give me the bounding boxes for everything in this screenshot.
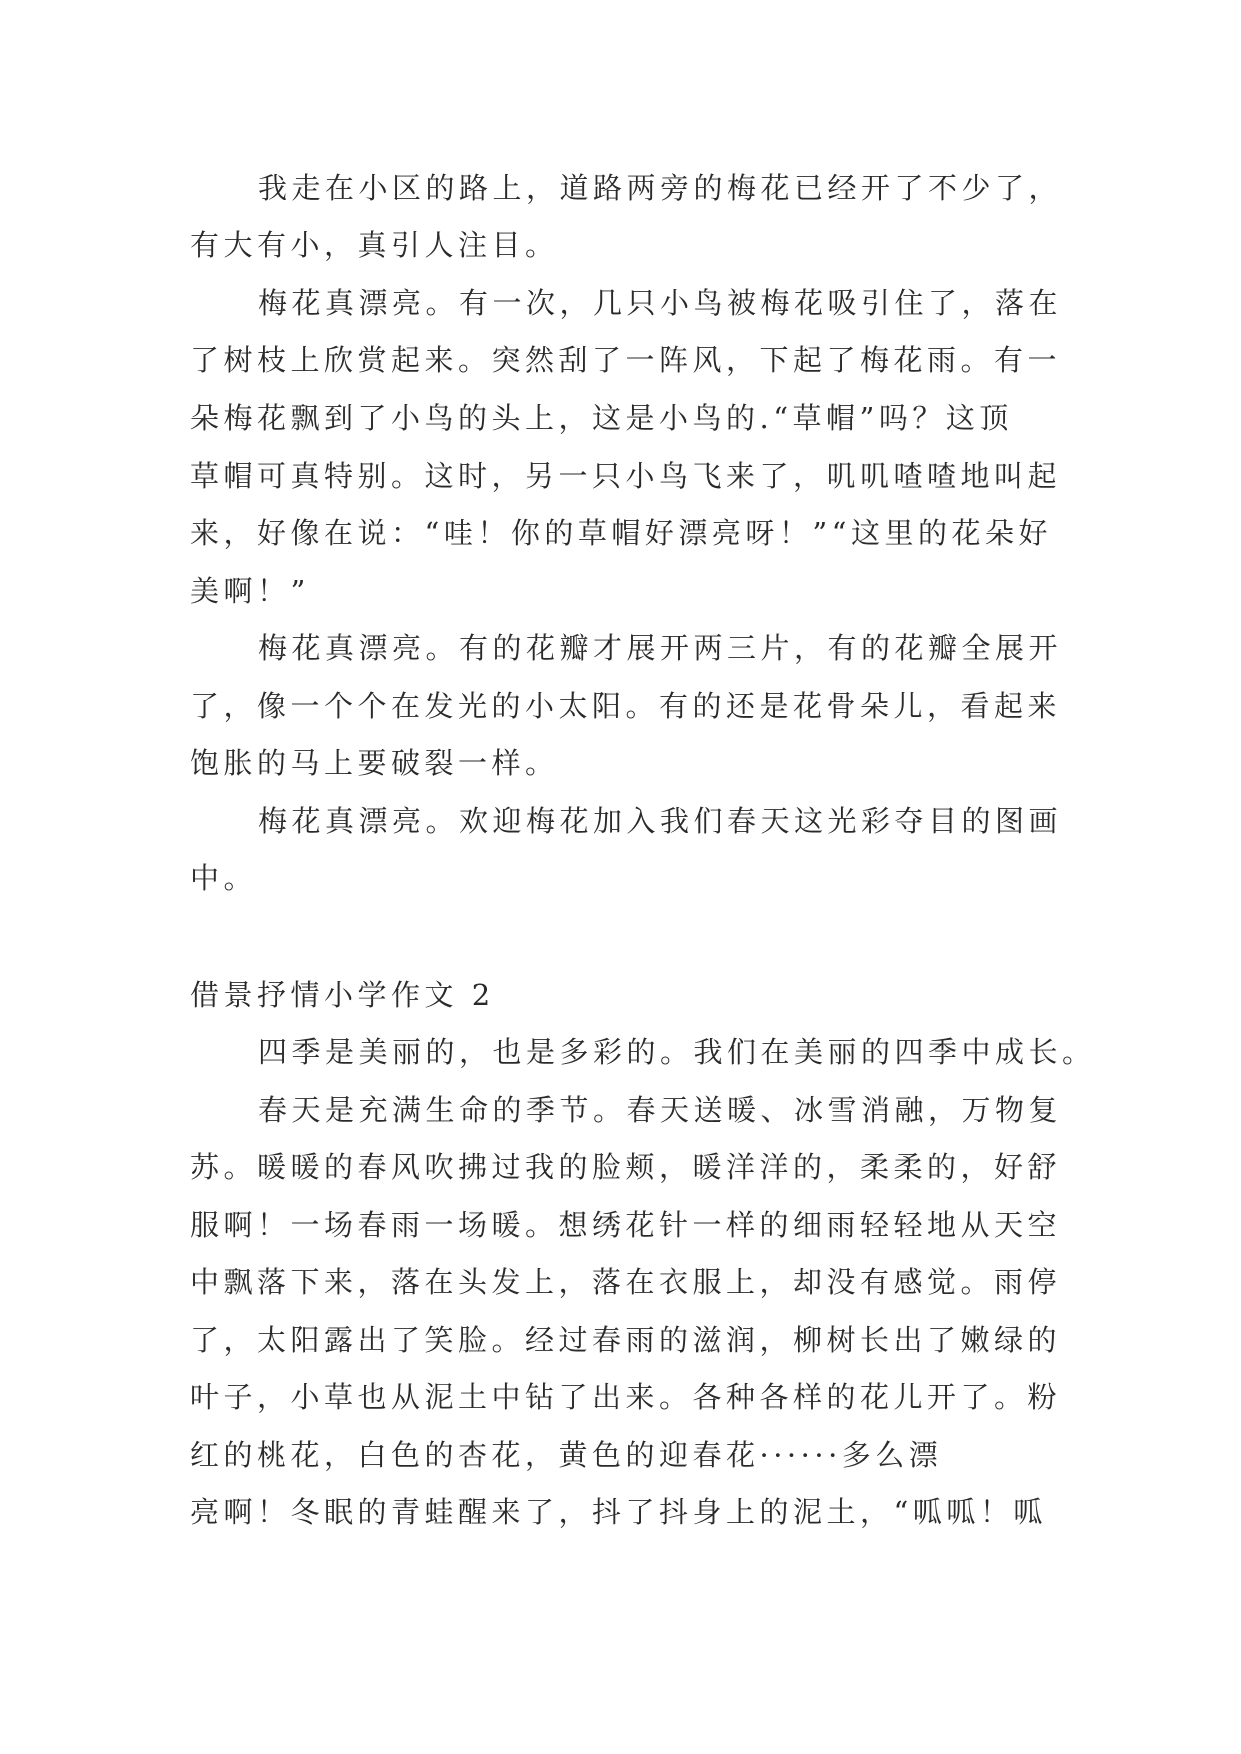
paragraph-line: 饱胀的马上要破裂一样。 — [190, 746, 559, 780]
paragraph-line: 红的桃花，白色的杏花，黄色的迎春花······多么漂 — [190, 1438, 943, 1472]
paragraph-line: 亮啊！冬眠的青蛙醒来了，抖了抖身上的泥土，“呱呱！呱 — [190, 1495, 1047, 1529]
paragraph-line: 中飘落下来，落在头发上，落在衣服上，却没有感觉。雨停 — [190, 1265, 1062, 1299]
paragraph-line: 草帽可真特别。这时，另一只小鸟飞来了，叽叽喳喳地叫起 — [190, 459, 1062, 493]
section-heading: 借景抒情小学作文 2 — [190, 978, 495, 1012]
paragraph-line: 梅花真漂亮。欢迎梅花加入我们春天这光彩夺目的图画 — [258, 804, 1063, 838]
paragraph-line: 四季是美丽的，也是多彩的。我们在美丽的四季中成长。 — [258, 1035, 1096, 1069]
paragraph-line: 有大有小，真引人注目。 — [190, 228, 559, 262]
paragraph-line: 梅花真漂亮。有的花瓣才展开两三片，有的花瓣全展开 — [258, 631, 1063, 665]
paragraph-line: 中。 — [190, 861, 258, 895]
paragraph-line: 春天是充满生命的季节。春天送暖、冰雪消融，万物复 — [258, 1093, 1063, 1127]
paragraph-line: 苏。暖暖的春风吹拂过我的脸颊，暖洋洋的，柔柔的，好舒 — [190, 1150, 1062, 1184]
paragraph-line: 了，像一个个在发光的小太阳。有的还是花骨朵儿，看起来 — [190, 689, 1062, 723]
paragraph-line: 服啊！一场春雨一场暖。想绣花针一样的细雨轻轻地从天空 — [190, 1208, 1062, 1242]
paragraph-line: 来，好像在说：“哇！你的草帽好漂亮呀！”“这里的花朵好 — [190, 516, 1052, 550]
paragraph-line: 梅花真漂亮。有一次，几只小鸟被梅花吸引住了，落在 — [258, 286, 1063, 320]
paragraph-line: 我走在小区的路上，道路两旁的梅花已经开了不少了， — [258, 171, 1063, 205]
paragraph-line: 叶子，小草也从泥土中钻了出来。各种各样的花儿开了。粉 — [190, 1380, 1062, 1414]
paragraph-line: 朵梅花飘到了小鸟的头上，这是小鸟的.“草帽”吗？这顶 — [190, 401, 1013, 435]
paragraph-line: 了树枝上欣赏起来。突然刮了一阵风，下起了梅花雨。有一 — [190, 343, 1062, 377]
paragraph-line: 美啊！” — [190, 574, 310, 608]
paragraph-line: 了，太阳露出了笑脸。经过春雨的滋润，柳树长出了嫩绿的 — [190, 1323, 1062, 1357]
